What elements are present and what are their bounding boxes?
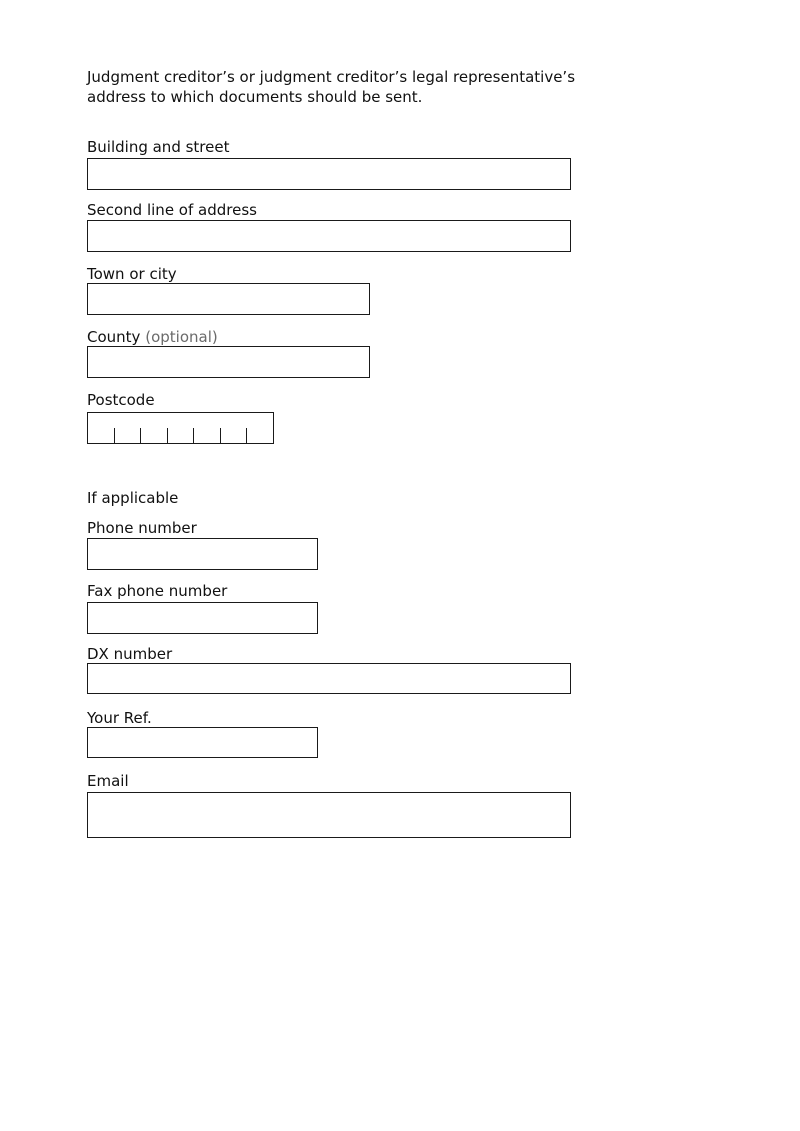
county-label [87, 328, 218, 346]
phone-number-input[interactable] [87, 538, 318, 570]
county-label-text: County [87, 328, 141, 346]
email-label: Email [87, 772, 129, 790]
postcode-input[interactable] [87, 412, 274, 444]
email-input[interactable] [87, 792, 571, 838]
dx-number-input[interactable] [87, 663, 571, 694]
intro-line-2: address to which documents should be sent. [87, 88, 423, 106]
town-city-label: Town or city [87, 265, 177, 283]
your-ref-label: Your Ref. [87, 709, 152, 727]
building-street-input[interactable] [87, 158, 571, 190]
postcode-char-3[interactable] [140, 428, 167, 443]
dx-number-label: DX number [87, 645, 173, 663]
postcode-char-6[interactable] [220, 428, 247, 443]
if-applicable-heading: If applicable [87, 489, 179, 507]
postcode-char-2[interactable] [114, 428, 141, 443]
postcode-char-7[interactable] [246, 428, 273, 443]
postcode-label: Postcode [87, 391, 155, 409]
postcode-char-4[interactable] [167, 428, 194, 443]
county-optional-hint: (optional) [145, 328, 218, 346]
fax-number-label: Fax phone number [87, 582, 228, 600]
intro-line-1: Judgment creditor’s or judgment creditor’s legal representative’s [87, 68, 576, 86]
second-line-input[interactable] [87, 220, 571, 252]
second-line-label: Second line of address [87, 201, 257, 219]
county-input[interactable] [87, 346, 370, 378]
your-ref-input[interactable] [87, 727, 318, 758]
building-street-label: Building and street [87, 138, 230, 156]
postcode-char-5[interactable] [193, 428, 220, 443]
fax-number-input[interactable] [87, 602, 318, 634]
town-city-input[interactable] [87, 283, 370, 315]
intro-text [87, 67, 587, 107]
postcode-char-1[interactable] [88, 428, 114, 443]
phone-number-label: Phone number [87, 519, 197, 537]
